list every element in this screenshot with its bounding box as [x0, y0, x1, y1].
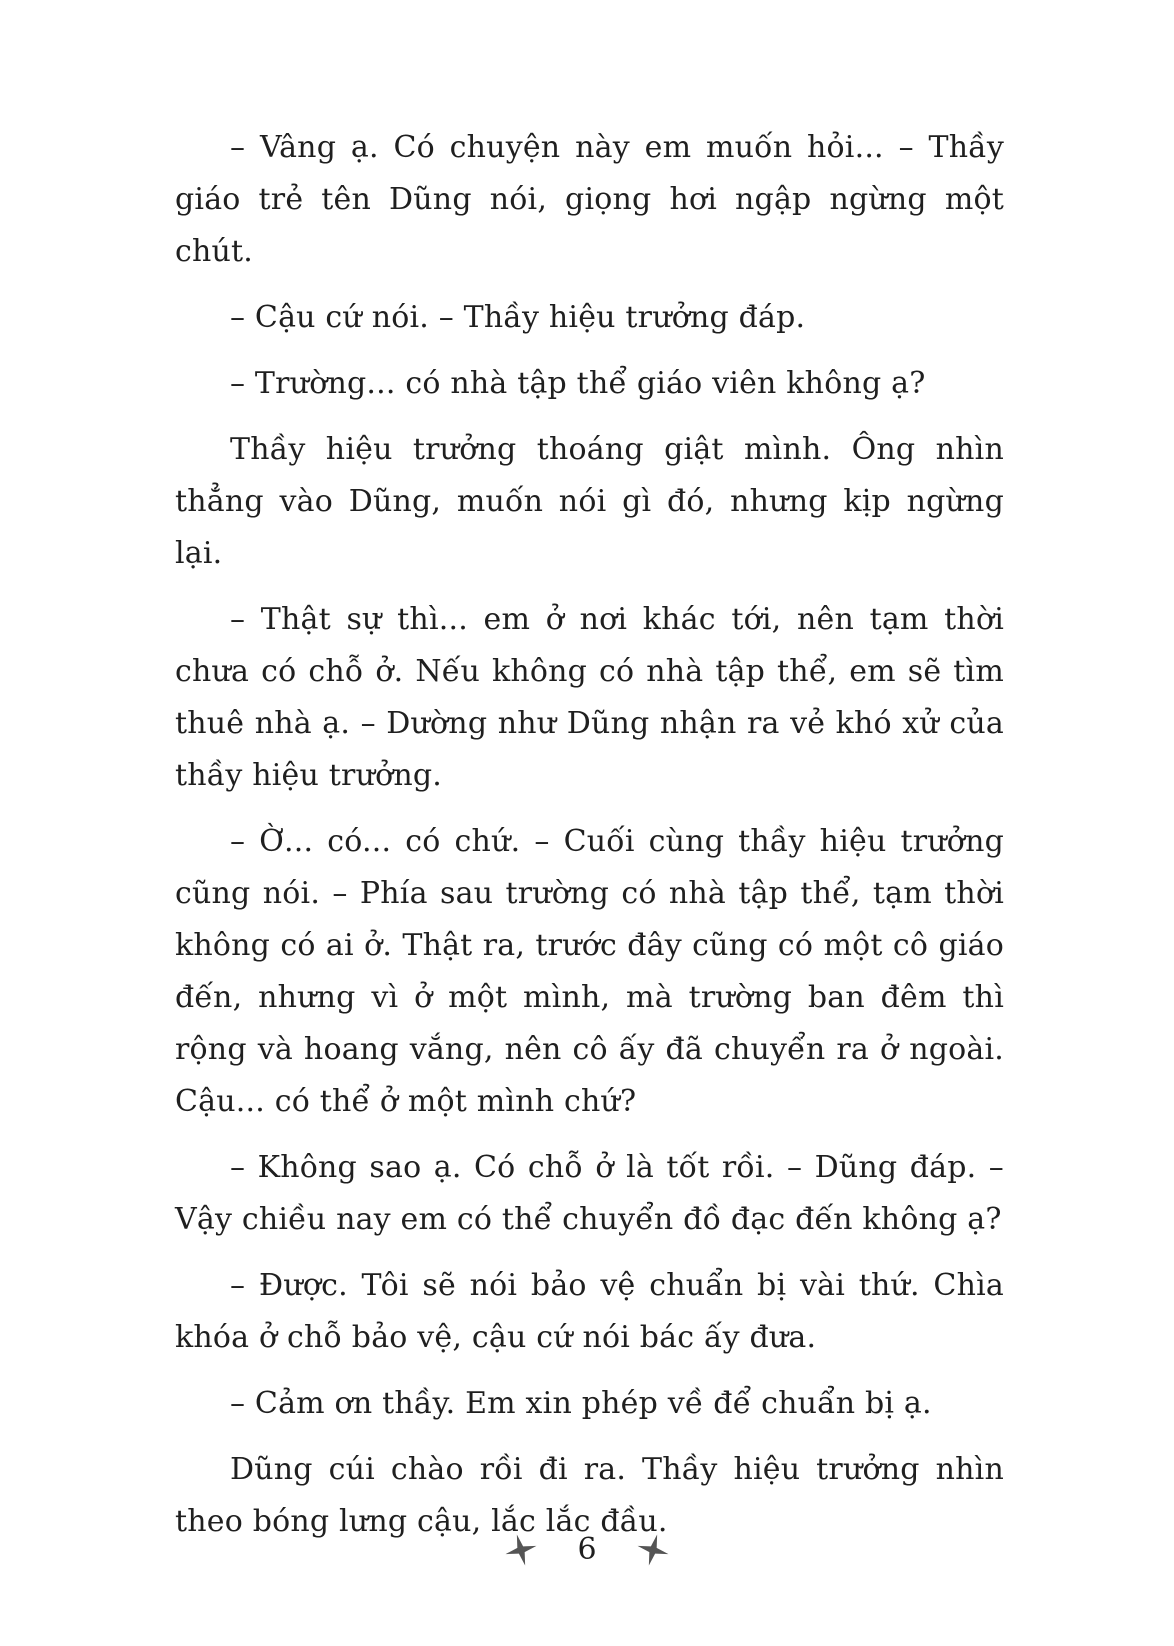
paragraph: – Không sao ạ. Có chỗ ở là tốt rồi. – Dũng đáp. – Vậy chiều nay em có thể chuyển đồ đạc đến không ạ?: [175, 1150, 1004, 1237]
paragraph: – Ờ... có... có chứ. – Cuối cùng thầy hiệu trưởng cũng nói. – Phía sau trường có nhà tập thể, tạm thời không có ai ở. Thật ra, trước đây cũng có một cô giáo đến, nhưng vì ở một mình, mà trường ban đêm thì rộng và hoang vắng, nên cô ấy đã chuyển ra ở ngoài. Cậu... có thể ở một mình chứ?: [175, 824, 1004, 1119]
paragraph: – Thật sự thì... em ở nơi khác tới, nên tạm thời chưa có chỗ ở. Nếu không có nhà tập thể, em sẽ tìm thuê nhà ạ. – Dường như Dũng nhận ra vẻ khó xử của thầy hiệu trưởng.: [175, 602, 1004, 793]
page-number: 6: [577, 1532, 597, 1567]
body-text: [175, 122, 1004, 1562]
page-footer: [0, 1530, 1174, 1570]
paragraph: – Được. Tôi sẽ nói bảo vệ chuẩn bị vài thứ. Chìa khóa ở chỗ bảo vệ, cậu cứ nói bác ấy đưa.: [175, 1268, 1004, 1355]
star-ornament-icon: [503, 1532, 539, 1568]
paragraph: – Trường... có nhà tập thể giáo viên không ạ?: [230, 366, 926, 401]
paragraph: – Cảm ơn thầy. Em xin phép về để chuẩn bị ạ.: [230, 1386, 932, 1421]
paragraph: Dũng cúi chào rồi đi ra. Thầy hiệu trưởng nhìn theo bóng lưng cậu, lắc lắc đầu.: [175, 1452, 1004, 1539]
star-ornament-icon: [635, 1532, 671, 1568]
paragraph: – Vâng ạ. Có chuyện này em muốn hỏi... – Thầy giáo trẻ tên Dũng nói, giọng hơi ngập ngừng một chút.: [175, 130, 1004, 269]
paragraph: Thầy hiệu trưởng thoáng giật mình. Ông nhìn thẳng vào Dũng, muốn nói gì đó, nhưng kịp ngừng lại.: [175, 432, 1004, 571]
paragraph: – Cậu cứ nói. – Thầy hiệu trưởng đáp.: [230, 300, 806, 335]
